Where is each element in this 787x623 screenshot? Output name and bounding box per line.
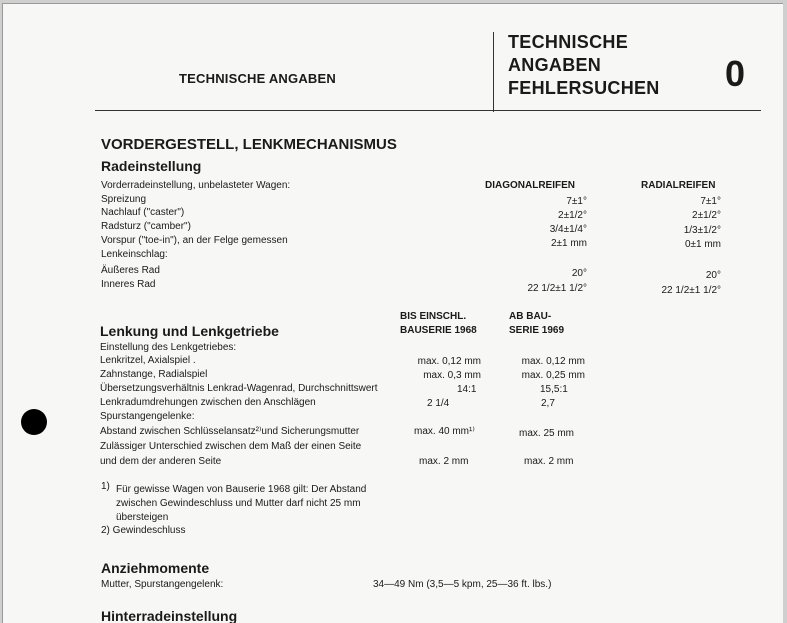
document-page xyxy=(2,3,783,623)
front-row-label: Äußeres Rad xyxy=(101,265,160,276)
front-row-diagonal: 3/4±1/4° xyxy=(549,224,587,235)
steering-row-label: Übersetzungsverhältnis Lenkrad-Wagenrad, Durchschnittswert xyxy=(100,383,378,394)
steering-row-from-1969: max. 0,25 mm xyxy=(521,370,585,381)
section-number: 0 xyxy=(725,53,746,94)
footnote-1-line: zwischen Gewindeschluss und Mutter darf nicht 25 mm xyxy=(116,498,361,509)
front-row-diagonal: 2±1 mm xyxy=(550,238,587,249)
steering-row-label: Lenkritzel, Axialspiel . xyxy=(100,355,196,366)
header-divider-vertical xyxy=(493,32,494,112)
col-header-until-1968-line2: BAUSERIE 1968 xyxy=(400,325,477,336)
header-right-line-2: ANGABEN xyxy=(508,55,602,75)
steering-row-label: Lenkradumdrehungen zwischen den Anschlägen xyxy=(100,397,316,408)
front-row-radial: 1/3±1/2° xyxy=(683,225,721,236)
front-row-label: Vorspur ("toe-in"), an der Felge gemessen xyxy=(101,235,288,246)
front-row-label: Nachlauf ("caster") xyxy=(101,207,185,218)
steering-row-until-1968: max. 40 mm¹⁾ xyxy=(414,426,475,437)
steering-row-until-1968: 14:1 xyxy=(457,384,477,395)
footnote-2: 2) Gewindeschluss xyxy=(101,525,186,536)
binder-punch-hole xyxy=(21,409,47,435)
footnote-1-marker: 1) xyxy=(101,481,110,492)
steering-row-until-1968: max. 2 mm xyxy=(419,456,469,467)
front-row-diagonal: 7±1° xyxy=(566,196,587,207)
header-right-line-1: TECHNISCHE xyxy=(508,32,629,52)
steering-row-label: Spurstangengelenke: xyxy=(100,411,195,422)
header-title: TECHNISCHE ANGABEN xyxy=(179,71,336,86)
header-right-line-3: FEHLERSUCHEN xyxy=(508,78,660,98)
col-header-from-1969-line1: AB BAU- xyxy=(509,311,552,322)
steering-row-from-1969: 2,7 xyxy=(541,398,555,409)
front-row-diagonal: 2±1/2° xyxy=(558,210,587,221)
front-row-radial: 22 1/2±1 1/2° xyxy=(661,285,721,296)
front-row-diagonal: 22 1/2±1 1/2° xyxy=(527,283,587,294)
col-header-diagonal: DIAGONALREIFEN xyxy=(485,180,575,191)
steering-row-label: Abstand zwischen Schlüsselansatz²⁾und Sicherungsmutter xyxy=(100,426,360,437)
front-row-label: Spreizung xyxy=(101,194,147,205)
front-row-radial: 2±1/2° xyxy=(692,210,721,221)
rear-alignment-heading: Hinterradeinstellung xyxy=(101,608,238,623)
steering-row-until-1968: 2 1/4 xyxy=(427,398,450,409)
front-section-heading: VORDERGESTELL, LENKMECHANISMUS xyxy=(101,136,397,153)
footnote-1-line: übersteigen xyxy=(116,512,169,523)
steering-row-label: Zulässiger Unterschied zwischen dem Maß der einen Seite xyxy=(100,441,362,452)
steering-row-label: und dem der anderen Seite xyxy=(100,456,222,467)
steering-row-until-1968: max. 0,12 mm xyxy=(417,356,481,367)
header-divider-horizontal xyxy=(95,110,761,111)
front-row-label: Lenkeinschlag: xyxy=(101,249,168,260)
steering-heading: Lenkung und Lenkgetriebe xyxy=(100,323,279,339)
front-row-radial: 7±1° xyxy=(700,196,721,207)
front-row-label: Inneres Rad xyxy=(101,279,156,290)
torque-heading: Anziehmomente xyxy=(101,560,210,576)
steering-row-from-1969: max. 0,12 mm xyxy=(521,356,585,367)
footnote-1-line: Für gewisse Wagen von Bauserie 1968 gilt: Der Abstand xyxy=(116,484,367,495)
front-row-label: Radsturz ("camber") xyxy=(101,221,191,232)
wheel-alignment-heading: Radeinstellung xyxy=(101,158,202,174)
steering-row-from-1969: 15,5:1 xyxy=(540,384,568,395)
col-header-until-1968-line1: BIS EINSCHL. xyxy=(400,311,467,322)
front-row-label: Vorderradeinstellung, unbelasteter Wagen: xyxy=(101,180,291,191)
front-row-radial: 20° xyxy=(705,270,721,281)
col-header-radial: RADIALREIFEN xyxy=(641,180,716,191)
steering-row-from-1969: max. 25 mm xyxy=(519,428,575,439)
steering-row-label: Zahnstange, Radialspiel xyxy=(100,369,208,380)
torque-value: 34—49 Nm (3,5—5 kpm, 25—36 ft. lbs.) xyxy=(373,579,552,590)
torque-label: Mutter, Spurstangengelenk: xyxy=(101,579,224,590)
steering-row-until-1968: max. 0,3 mm xyxy=(423,370,481,381)
steering-row-label: Einstellung des Lenkgetriebes: xyxy=(100,342,237,353)
col-header-from-1969-line2: SERIE 1969 xyxy=(509,325,565,336)
front-row-diagonal: 20° xyxy=(571,268,587,279)
steering-row-from-1969: max. 2 mm xyxy=(524,456,574,467)
front-row-radial: 0±1 mm xyxy=(684,239,721,250)
